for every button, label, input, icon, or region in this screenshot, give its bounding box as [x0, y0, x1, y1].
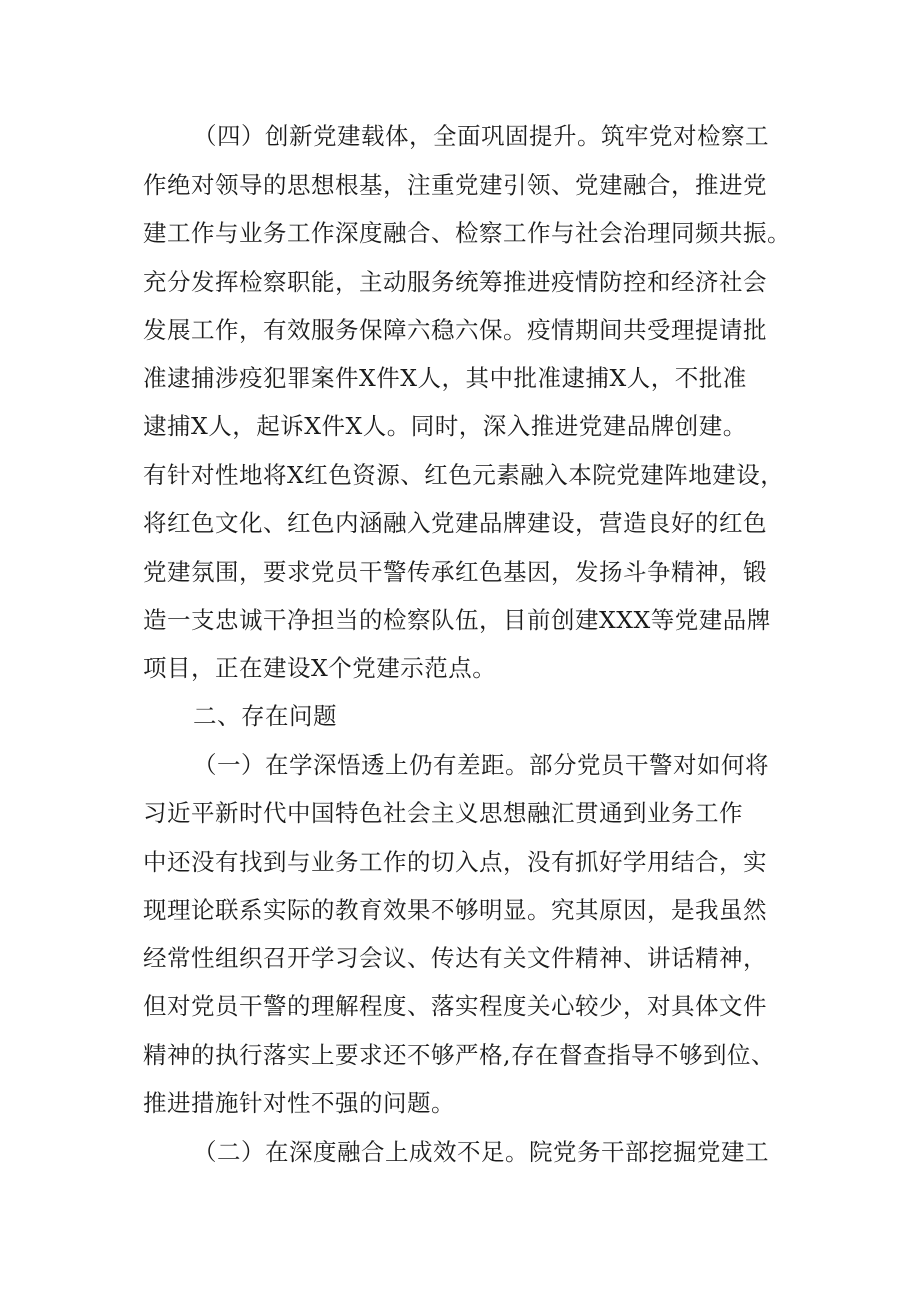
- text-line: 推进措施针对性不强的问题。: [143, 1089, 455, 1117]
- text-line: 造一支忠诚干净担当的检察队伍，目前创建XXX等党建品牌: [143, 606, 771, 634]
- text-line: 作绝对领导的思想根基，注重党建引领、党建融合，推进党: [143, 171, 767, 199]
- text-line: 充分发挥检察职能，主动服务统筹推进疫情防控和经济社会: [143, 268, 767, 296]
- text-line: （四）创新党建载体，全面巩固提升。筑牢党对检察工: [193, 122, 769, 150]
- text-line: 有针对性地将X红色资源、红色元素融入本院党建阵地建设，: [143, 461, 785, 489]
- text-line: 经常性组织召开学习会议、传达有关文件精神、讲话精神，: [143, 944, 767, 972]
- section-heading: 二、存在问题: [193, 702, 337, 730]
- text-line: 发展工作，有效服务保障六稳六保。疫情期间共受理提请批: [143, 316, 767, 344]
- text-line: 项目，正在建设X个党建示范点。: [143, 654, 497, 682]
- text-line: 党建氛围，要求党员干警传承红色基因，发扬斗争精神，锻: [143, 558, 767, 586]
- text-line: 现理论联系实际的教育效果不够明显。究其原因，是我虽然: [143, 896, 767, 924]
- text-line: 中还没有找到与业务工作的切入点，没有抓好学用结合，实: [143, 848, 767, 876]
- text-line: 将红色文化、红色内涵融入党建品牌建设，营造良好的红色: [143, 509, 767, 537]
- text-line: 逮捕X人，起诉X件X人。同时，深入推进党建品牌创建。: [143, 412, 747, 440]
- text-line: 习近平新时代中国特色社会主义思想融汇贯通到业务工作: [143, 799, 743, 827]
- text-line: （一）在学深悟透上仍有差距。部分党员干警对如何将: [193, 751, 769, 779]
- text-line: 但对党员干警的理解程度、落实程度关心较少，对具体文件: [143, 992, 767, 1020]
- text-line: 精神的执行落实上要求还不够严格,存在督查指导不够到位、: [143, 1041, 775, 1069]
- text-line: 建工作与业务工作深度融合、检察工作与社会治理同频共振。: [143, 219, 791, 247]
- text-line: （二）在深度融合上成效不足。院党务干部挖掘党建工: [193, 1138, 769, 1166]
- text-line: 准逮捕涉疫犯罪案件X件X人，其中批准逮捕X人，不批准: [143, 364, 747, 392]
